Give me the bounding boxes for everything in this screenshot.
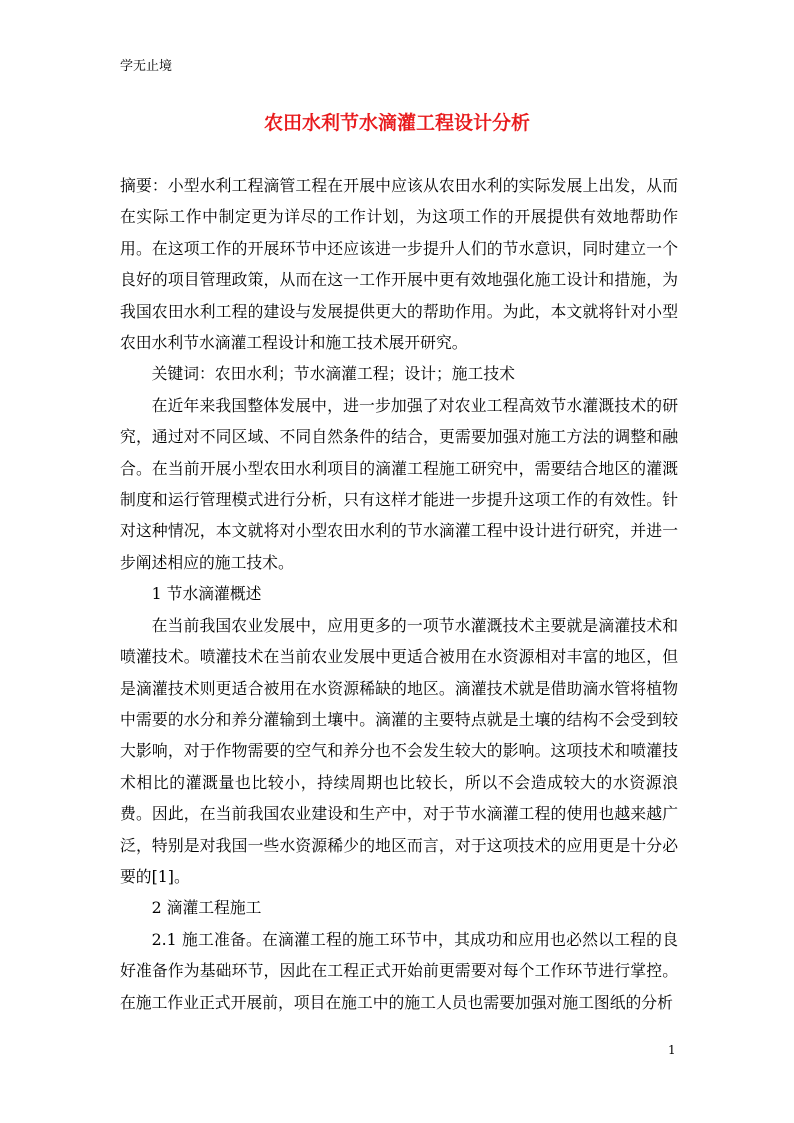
page-number: 1 (668, 1043, 676, 1057)
document-title: 农田水利节水滴灌工程设计分析 (263, 112, 530, 134)
section-1-paragraph: 在当前我国农业发展中，应用更多的一项节水灌溉技术主要就是滴灌技术和喷灌技术。喷灌技术在当前农业发展中更适合被用在水资源相对丰富的地区，但是滴灌技术则更适合被用在水资源稀缺的地区。滴灌技术就是借助滴水管将植物中需要的水分和养分灌输到土壤中。滴灌的主要特点就是土壤的结构不会受到较大影响，对于作物需要的空气和养分也不会发生较大的影响。这项技术和喷灌技术相比的灌溉量也比较小，持续周期也比较长，所以不会造成较大的水资源浪费。因此，在当前我国农业建设和生产中，对于节水滴灌工程的使用也越来越广泛，特别是对我国一些水资源稀少的地区而言，对于这项技术的应用更是十分必要的[1]。 (120, 615, 678, 886)
abstract-paragraph: 摘要：小型水利工程滴管工程在开展中应该从农田水利的实际发展上出发，从而在实际工作中制定更为详尽的工作计划，为这项工作的开展提供有效地帮助作用。在这项工作的开展环节中还应该进一步提升人们的节水意识，同时建立一个良好的项目管理政策，从而在这一工作开展中更有效地强化施工设计和措施，为我国农田水利工程的建设与发展提供更大的帮助作用。为此，本文就将针对小型农田水利节水滴灌工程设计和施工技术展开研究。 (120, 176, 678, 353)
running-header: 学无止境 (120, 59, 173, 74)
section-heading-2: 2 滴灌工程施工 (151, 898, 262, 918)
section-heading-1: 1 节水滴灌概述 (151, 584, 262, 604)
document-body (120, 170, 678, 1018)
section-2-1-paragraph: 2.1 施工准备。在滴灌工程的施工环节中，其成功和应用也必然以工程的良好准备作为基础环节，因此在工程正式开始前更需要对每个工作环节进行掌控。在施工作业正式开展前，项目在施工中的施工人员也需要加强对施工图纸的分析 (120, 929, 678, 1012)
intro-paragraph: 在近年来我国整体发展中，进一步加强了对农业工程高效节水灌溉技术的研究，通过对不同区域、不同自然条件的结合，更需要加强对施工方法的调整和融合。在当前开展小型农田水利项目的滴灌工程施工研究中，需要结合地区的灌溉制度和运行管理模式进行分析，只有这样才能进一步提升这项工作的有效性。针对这种情况，本文就将对小型农田水利的节水滴灌工程中设计进行研究，并进一步阐述相应的施工技术。 (120, 395, 678, 572)
keywords-paragraph: 关键词：农田水利；节水滴灌工程；设计；施工技术 (151, 364, 515, 384)
